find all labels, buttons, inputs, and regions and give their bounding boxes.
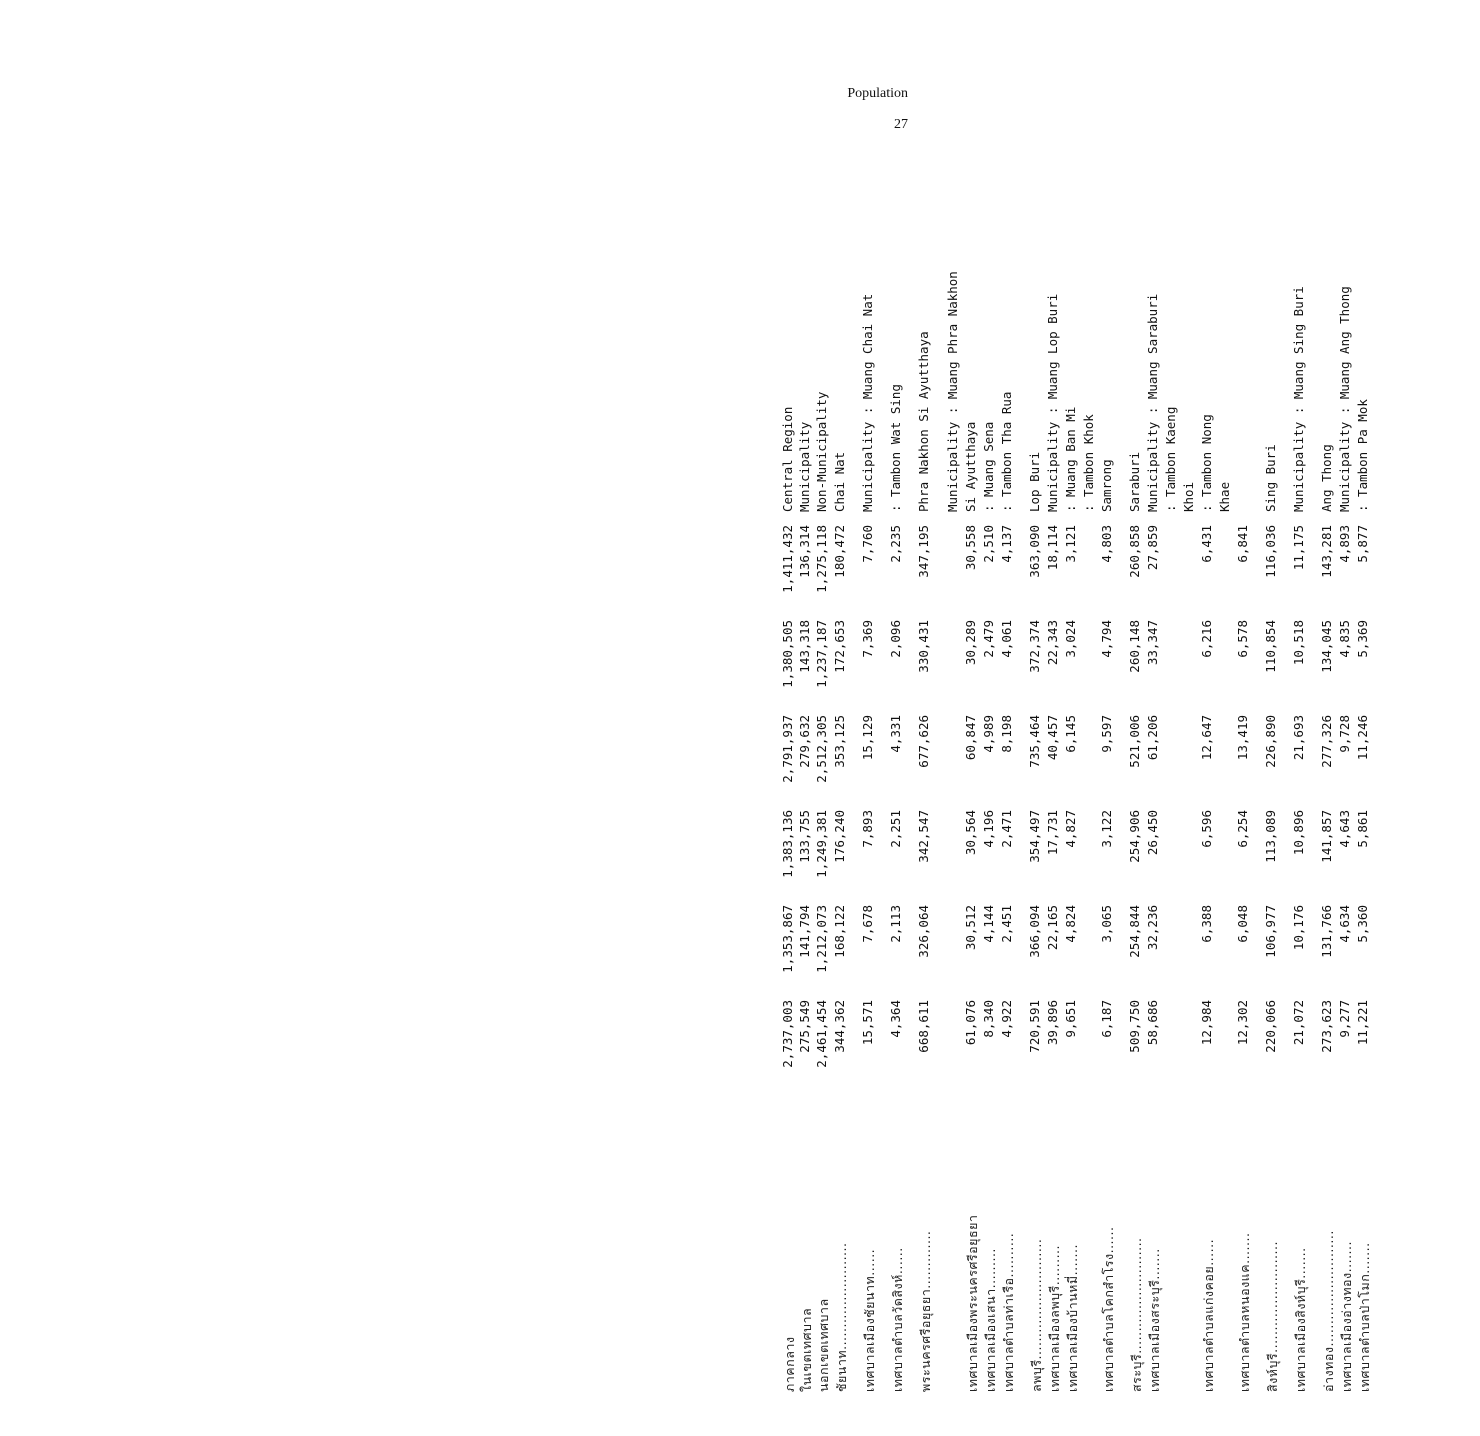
value-cell: 13,419 [1235, 715, 1250, 761]
page-header [847, 78, 908, 140]
value-cell: 58,686 [1145, 1000, 1160, 1046]
value-cell: 7,893 [860, 810, 875, 848]
value-cell: 366,094 [1027, 905, 1042, 958]
value-cell: 1,411,432 [780, 525, 795, 593]
rotated-table [780, 252, 1480, 1392]
value-cell: 363,090 [1027, 525, 1042, 578]
value-cell: 22,165 [1045, 905, 1060, 951]
value-cell: 12,647 [1199, 715, 1214, 761]
value-cell: 6,254 [1235, 810, 1250, 848]
value-cell: 113,089 [1263, 810, 1278, 863]
value-cell: 2,235 [888, 525, 903, 563]
value-cell: 11,175 [1291, 525, 1306, 571]
thai-label: เทศบาลตำบลป่าโมก....... [1357, 1242, 1372, 1392]
value-cell: 10,518 [1291, 620, 1306, 666]
value-cell: 2,510 [981, 525, 996, 563]
table-row [1181, 252, 1199, 1392]
value-cell: 521,006 [1127, 715, 1142, 768]
value-cell: 326,064 [916, 905, 931, 958]
english-label: : Tambon Nong [1199, 414, 1214, 512]
value-cell: 1,237,187 [814, 620, 829, 688]
table-row [780, 252, 798, 1392]
value-cell: 4,364 [888, 1000, 903, 1038]
value-cell: 735,464 [1027, 715, 1042, 768]
thai-label: อ่างทอง.......................... [1321, 1230, 1336, 1392]
value-cell: 26,450 [1145, 810, 1160, 856]
value-cell: 106,977 [1263, 905, 1278, 958]
value-cell: 1,249,381 [814, 810, 829, 878]
table-row [814, 252, 832, 1392]
value-cell: 4,061 [999, 620, 1014, 658]
english-label: Municipality : Muang Saraburi [1145, 293, 1160, 512]
thai-label: เทศบาลเมืองพระนครศรีอยุธยา [965, 1214, 980, 1392]
english-label: Municipality : Muang Ang Thong [1337, 286, 1352, 512]
value-cell: 6,216 [1199, 620, 1214, 658]
english-label: Sing Buri [1263, 444, 1278, 512]
value-cell: 1,353,867 [780, 905, 795, 973]
table-row [1163, 252, 1181, 1392]
thai-label: พระนครศรีอยุธยา............. [918, 1230, 933, 1392]
value-cell: 220,066 [1263, 1000, 1278, 1053]
table-row [1235, 252, 1253, 1392]
value-cell: 279,632 [797, 715, 812, 768]
value-cell: 39,896 [1045, 1000, 1060, 1046]
value-cell: 1,383,136 [780, 810, 795, 878]
value-cell: 131,766 [1319, 905, 1334, 958]
english-label: Central Region [780, 406, 795, 512]
value-cell: 17,731 [1045, 810, 1060, 856]
value-cell: 4,835 [1337, 620, 1352, 658]
value-cell: 2,251 [888, 810, 903, 848]
english-label: Municipality : Muang Phra Nakhon [945, 271, 960, 512]
english-label: Municipality : Muang Lop Buri [1045, 293, 1060, 512]
english-label: : Muang Sena [981, 421, 996, 512]
value-cell: 4,196 [981, 810, 996, 848]
value-cell: 116,036 [1263, 525, 1278, 578]
value-cell: 32,236 [1145, 905, 1160, 951]
value-cell: 3,065 [1099, 905, 1114, 943]
value-cell: 8,198 [999, 715, 1014, 753]
value-cell: 3,121 [1063, 525, 1078, 563]
english-label: Phra Nakhon Si Ayutthaya [916, 331, 931, 512]
value-cell: 277,326 [1319, 715, 1334, 768]
value-cell: 7,678 [860, 905, 875, 943]
value-cell: 273,623 [1319, 1000, 1334, 1053]
table-row [1337, 252, 1355, 1392]
table-row [832, 252, 850, 1392]
value-cell: 176,240 [832, 810, 847, 863]
value-cell: 4,331 [888, 715, 903, 753]
value-cell: 275,549 [797, 1000, 812, 1053]
table-row [1045, 252, 1063, 1392]
value-cell: 254,906 [1127, 810, 1142, 863]
value-cell: 9,597 [1099, 715, 1114, 753]
thai-label: สระบุรี.......................... [1129, 1237, 1144, 1392]
value-cell: 5,877 [1355, 525, 1370, 563]
value-cell: 12,302 [1235, 1000, 1250, 1046]
english-label: Khae [1217, 481, 1232, 512]
value-cell: 21,693 [1291, 715, 1306, 761]
english-label: : Tambon Khok [1081, 414, 1096, 512]
english-label: Municipality : Muang Chai Nat [860, 293, 875, 512]
table-row [797, 252, 815, 1392]
value-cell: 3,024 [1063, 620, 1078, 658]
value-cell: 180,472 [832, 525, 847, 578]
table-row [1027, 252, 1045, 1392]
value-cell: 5,861 [1355, 810, 1370, 848]
value-cell: 2,113 [888, 905, 903, 943]
value-cell: 6,596 [1199, 810, 1214, 848]
value-cell: 12,984 [1199, 1000, 1214, 1046]
thai-label: ลพบุรี........................... [1029, 1238, 1044, 1392]
value-cell: 10,176 [1291, 905, 1306, 951]
english-label: Si Ayutthaya [963, 421, 978, 512]
value-cell: 168,122 [832, 905, 847, 958]
thai-label: เทศบาลตำบลหนองแค....... [1237, 1232, 1252, 1392]
value-cell: 61,206 [1145, 715, 1160, 761]
value-cell: 354,497 [1027, 810, 1042, 863]
value-cell: 4,989 [981, 715, 996, 753]
value-cell: 22,343 [1045, 620, 1060, 666]
value-cell: 4,824 [1063, 905, 1078, 943]
thai-label: เทศบาลเมืองอ่างทอง....... [1339, 1241, 1354, 1392]
english-label: : Tambon Tha Rua [999, 391, 1014, 512]
table-row [1081, 252, 1099, 1392]
value-cell: 4,827 [1063, 810, 1078, 848]
thai-label: เทศบาลเมืองบ้านหมี่....... [1065, 1244, 1080, 1392]
value-cell: 6,145 [1063, 715, 1078, 753]
table-row [1145, 252, 1163, 1392]
value-cell: 372,374 [1027, 620, 1042, 673]
value-cell: 30,289 [963, 620, 978, 666]
thai-label: ในเขตเทศบาล [799, 1307, 814, 1392]
value-cell: 4,634 [1337, 905, 1352, 943]
thai-label: เทศบาลตำบลท่าเรือ.......... [1001, 1232, 1016, 1392]
table-row [1263, 252, 1281, 1392]
value-cell: 172,653 [832, 620, 847, 673]
value-cell: 254,844 [1127, 905, 1142, 958]
value-cell: 226,890 [1263, 715, 1278, 768]
value-cell: 1,380,505 [780, 620, 795, 688]
english-label: : Tambon Wat Sing [888, 384, 903, 512]
english-label: : Tambon Pa Mok [1355, 399, 1370, 512]
table-row [1319, 252, 1337, 1392]
english-label: Non-Municipality [814, 391, 829, 512]
value-cell: 15,571 [860, 1000, 875, 1046]
value-cell: 4,144 [981, 905, 996, 943]
value-cell: 720,591 [1027, 1000, 1042, 1053]
value-cell: 143,281 [1319, 525, 1334, 578]
value-cell: 11,246 [1355, 715, 1370, 761]
value-cell: 4,794 [1099, 620, 1114, 658]
thai-label: เทศบาลเมืองชัยนาท...... [862, 1248, 877, 1392]
value-cell: 2,737,003 [780, 1000, 795, 1068]
value-cell: 677,626 [916, 715, 931, 768]
value-cell: 30,558 [963, 525, 978, 571]
value-cell: 21,072 [1291, 1000, 1306, 1046]
value-cell: 133,755 [797, 810, 812, 863]
value-cell: 18,114 [1045, 525, 1060, 571]
value-cell: 60,847 [963, 715, 978, 761]
value-cell: 15,129 [860, 715, 875, 761]
table-row [1199, 252, 1217, 1392]
value-cell: 40,457 [1045, 715, 1060, 761]
table-row [1355, 252, 1373, 1392]
value-cell: 11,221 [1355, 1000, 1370, 1046]
value-cell: 2,479 [981, 620, 996, 658]
table-row [999, 252, 1017, 1392]
table-row [860, 252, 878, 1392]
value-cell: 260,148 [1127, 620, 1142, 673]
value-cell: 2,461,454 [814, 1000, 829, 1068]
value-cell: 134,045 [1319, 620, 1334, 673]
value-cell: 30,512 [963, 905, 978, 951]
value-cell: 2,096 [888, 620, 903, 658]
value-cell: 141,794 [797, 905, 812, 958]
english-label: : Muang Ban Mi [1063, 406, 1078, 512]
value-cell: 344,362 [832, 1000, 847, 1053]
english-label: Lop Buri [1027, 451, 1042, 512]
value-cell: 509,750 [1127, 1000, 1142, 1053]
table-row [945, 252, 963, 1392]
value-cell: 1,275,118 [814, 525, 829, 593]
value-cell: 4,643 [1337, 810, 1352, 848]
value-cell: 4,922 [999, 1000, 1014, 1038]
value-cell: 2,512,305 [814, 715, 829, 783]
value-cell: 9,651 [1063, 1000, 1078, 1038]
english-label: Ang Thong [1319, 444, 1334, 512]
table-row [1063, 252, 1081, 1392]
value-cell: 1,212,073 [814, 905, 829, 973]
value-cell: 61,076 [963, 1000, 978, 1046]
value-cell: 6,841 [1235, 525, 1250, 563]
value-cell: 4,893 [1337, 525, 1352, 563]
table-row [1291, 252, 1309, 1392]
value-cell: 6,578 [1235, 620, 1250, 658]
table-row [1099, 252, 1117, 1392]
english-label: Khoi [1181, 481, 1196, 512]
value-cell: 10,896 [1291, 810, 1306, 856]
value-cell: 2,471 [999, 810, 1014, 848]
value-cell: 141,857 [1319, 810, 1334, 863]
english-label: : Tambon Kaeng [1163, 406, 1178, 512]
thai-label: เทศบาลตำบลวัดสิงห์...... [890, 1247, 905, 1392]
table-row [963, 252, 981, 1392]
thai-label: เทศบาลตำบลโคกสำโรง...... [1101, 1226, 1116, 1392]
value-cell: 6,187 [1099, 1000, 1114, 1038]
value-cell: 9,277 [1337, 1000, 1352, 1038]
value-cell: 347,195 [916, 525, 931, 578]
value-cell: 342,547 [916, 810, 931, 863]
table-row [888, 252, 906, 1392]
thai-label: นอกเขตเทศบาล [816, 1298, 831, 1392]
value-cell: 33,347 [1145, 620, 1160, 666]
thai-label: เทศบาลเมืองลพบุรี......... [1047, 1245, 1062, 1392]
value-cell: 4,803 [1099, 525, 1114, 563]
thai-label: สิงห์บุรี......................... [1265, 1241, 1280, 1392]
thai-label: ชัยนาท........................ [834, 1242, 849, 1392]
table-row [916, 252, 934, 1392]
value-cell: 5,369 [1355, 620, 1370, 658]
page-title: Population [847, 86, 908, 101]
value-cell: 260,858 [1127, 525, 1142, 578]
value-cell: 6,388 [1199, 905, 1214, 943]
page-number: 27 [894, 117, 908, 132]
table-row [981, 252, 999, 1392]
table-row [1217, 252, 1235, 1392]
table-row [1127, 252, 1145, 1392]
value-cell: 2,791,937 [780, 715, 795, 783]
english-label: Chai Nat [832, 451, 847, 512]
value-cell: 110,854 [1263, 620, 1278, 673]
thai-label: เทศบาลตำบลแก่งคอย...... [1201, 1238, 1216, 1392]
english-label: Municipality [797, 421, 812, 512]
thai-label: ภาคกลาง [782, 1336, 797, 1392]
english-label: Samrong [1099, 459, 1114, 512]
thai-label: เทศบาลเมืองเสนา......... [983, 1248, 998, 1392]
value-cell: 7,760 [860, 525, 875, 563]
value-cell: 143,318 [797, 620, 812, 673]
value-cell: 9,728 [1337, 715, 1352, 753]
value-cell: 4,137 [999, 525, 1014, 563]
value-cell: 3,122 [1099, 810, 1114, 848]
value-cell: 2,451 [999, 905, 1014, 943]
value-cell: 330,431 [916, 620, 931, 673]
value-cell: 30,564 [963, 810, 978, 856]
value-cell: 6,048 [1235, 905, 1250, 943]
value-cell: 8,340 [981, 1000, 996, 1038]
thai-label: เทศบาลเมืองสิงห์บุรี....... [1293, 1247, 1308, 1392]
value-cell: 7,369 [860, 620, 875, 658]
value-cell: 136,314 [797, 525, 812, 578]
english-label: Municipality : Muang Sing Buri [1291, 286, 1306, 512]
value-cell: 353,125 [832, 715, 847, 768]
thai-label: เทศบาลเมืองสระบุรี....... [1147, 1248, 1162, 1392]
value-cell: 5,360 [1355, 905, 1370, 943]
english-label: Saraburi [1127, 451, 1142, 512]
value-cell: 6,431 [1199, 525, 1214, 563]
value-cell: 27,859 [1145, 525, 1160, 571]
value-cell: 668,611 [916, 1000, 931, 1053]
